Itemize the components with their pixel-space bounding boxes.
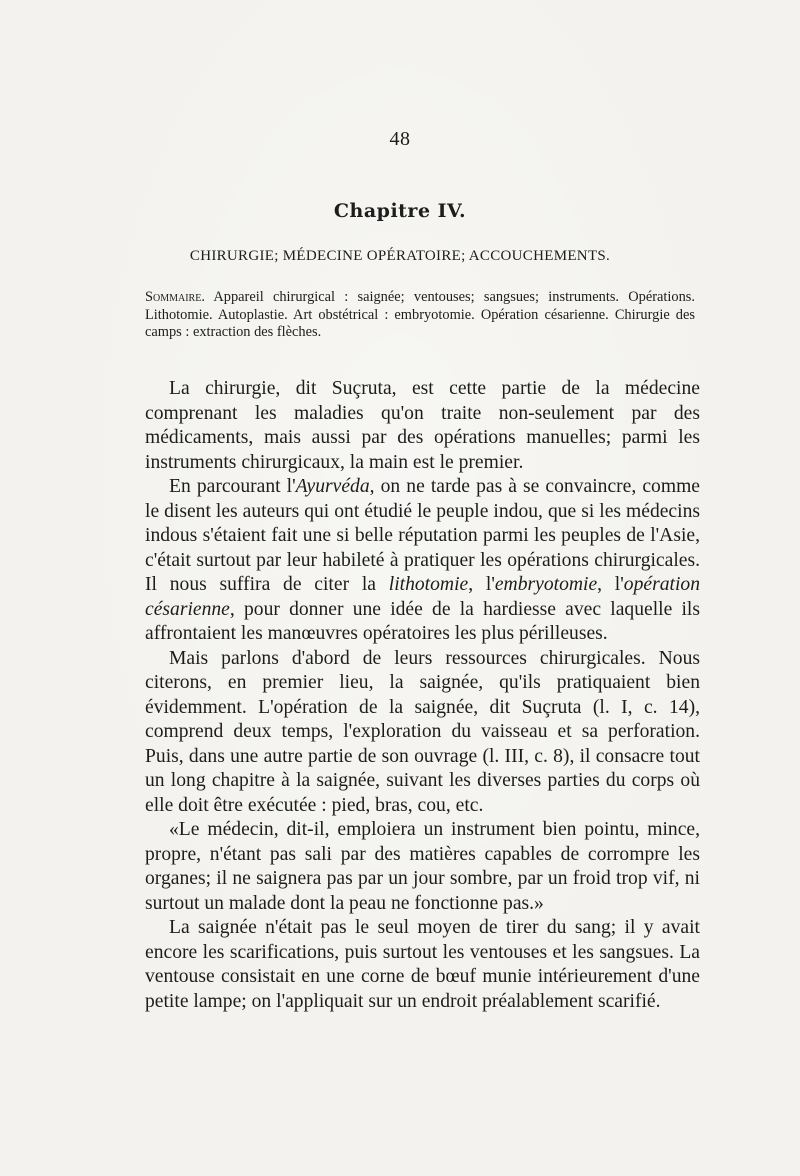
text-run: En parcourant l': [169, 476, 296, 497]
text-run: , pour donner une idée de la hardiesse avec laquelle ils affrontaient les manœuvres opératoires les plus périlleuses.: [145, 598, 700, 644]
chapter-title: Chapitre IV.: [333, 200, 467, 222]
page-number: 48: [389, 128, 411, 150]
text-run: , on ne tarde pas à se convaincre, comme le disent les auteurs qui ont étudié le peuple indou, que si les médecins indous s'étaient fait une si belle réputation parmi les peuples de l'Asie, c'était surtout par leur habileté à pratiquer les opérations chirurgicales. Il nous suffira de citer la: [145, 476, 701, 595]
paragraph: [145, 475, 700, 647]
italic-term-operation-cesarienne: opération césarienne: [145, 574, 700, 620]
chapter-subtitle: CHIRURGIE; MÉDECINE OPÉRATOIRE; ACCOUCHEMENTS.: [189, 248, 611, 264]
summary-label: Sommaire.: [145, 289, 205, 305]
summary-text: Appareil chirurgical : saignée; ventouses; sangsues; instruments. Opérations. Lithotomie. Autoplastie. Art obstétrical : embryotomie. Opération césarienne. Chirurgie des camps : extraction des flèches.: [145, 289, 695, 340]
text-run: , l': [597, 574, 624, 595]
italic-term-embryotomie: embryotomie: [494, 574, 598, 595]
chapter-body: [145, 377, 700, 1014]
paragraph: «Le médecin, dit-il, emploiera un instrument bien pointu, mince, propre, n'étant pas sali par des matières capables de corrompre les organes; il ne saignera pas par un jour sombre, par un froid trop vif, ni surtout un malade dont la peau ne fonctionne pas.»: [145, 819, 700, 914]
chapter-summary: [145, 289, 695, 342]
paragraph: Mais parlons d'abord de leurs ressources chirurgicales. Nous citerons, en premier lieu, la saignée, qu'ils pratiquaient bien évidemment. L'opération de la saignée, dit Suçruta (l. I, c. 14), comprend deux temps, l'exploration du vaisseau et sa perforation. Puis, dans une autre partie de son ouvrage (l. III, c. 8), il consacre tout un long chapitre à la saignée, suivant les diverses parties du corps où elle doit être exécutée : pied, bras, cou, etc.: [145, 647, 700, 816]
text-run: , l': [468, 574, 495, 595]
italic-term-lithotomie: lithotomie: [388, 574, 469, 595]
paragraph: La chirurgie, dit Suçruta, est cette partie de la médecine comprenant les maladies qu'on traite non-seulement par des médicaments, mais aussi par des opérations manuelles; parmi les instruments chirurgicaux, la main est le premier.: [145, 378, 700, 473]
paragraph: La saignée n'était pas le seul moyen de tirer du sang; il y avait encore les scarifications, puis surtout les ventouses et les sangsues. La ventouse consistait en une corne de bœuf munie intérieurement d'une petite lampe; on l'appliquait sur un endroit préalablement scarifié.: [145, 917, 700, 1012]
italic-term-ayurveda: Ayurvéda: [295, 476, 370, 497]
